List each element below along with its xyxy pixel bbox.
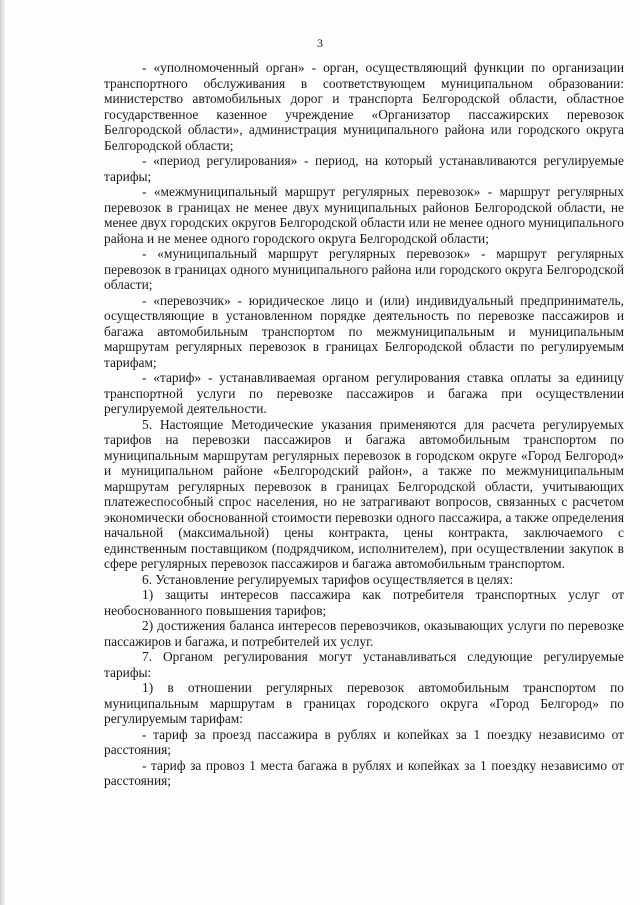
paragraph-regulation-period: - «период регулирования» - период, на который устанавливаются регулируемые тарифы; [104, 153, 624, 184]
page-number: 3 [317, 36, 323, 50]
document-body [104, 60, 624, 789]
scan-edge-shadow [0, 0, 5, 905]
paragraph-municipal-route: - «муниципальный маршрут регулярных перевозок» - маршрут регулярных перевозок в границах одного муниципального района или городского округа Белгородской области; [104, 246, 624, 292]
paragraph-item-6-2: 2) достижения баланса интересов перевозчиков, оказывающих услуги по перевозке пассажиров и багажа, и потребителей их услуг. [104, 618, 624, 649]
paragraph-authorized-body: - «уполномоченный орган» - орган, осуществляющий функции по организации транспортного обслуживания в соответствующем муниципальном образовании: министерство автомобильных дорог и транспорта Белгородской области, областное государственное казенное учреждение «Организатор пассажирских перевозок Белгородской области», администрация муниципального района или городского округа Белгородской области; [104, 60, 624, 153]
paragraph-item-6-1: 1) защиты интересов пассажира как потребителя транспортных услуг от необоснованного повышения тарифов; [104, 587, 624, 618]
paragraph-passenger-fare: - тариф за проезд пассажира в рублях и копейках за 1 поездку независимо от расстояния; [104, 726, 624, 757]
paragraph-tariff: - «тариф» - устанавливаемая органом регулирования ставка оплаты за единицу транспортной услуги по перевозке пассажиров и багажа при осуществлении регулируемой деятельности. [104, 370, 624, 416]
paragraph-baggage-fare: - тариф за провоз 1 места багажа в рублях и копейках за 1 поездку независимо от расстояния; [104, 757, 624, 788]
paragraph-item-5: 5. Настоящие Методические указания применяются для расчета регулируемых тарифов на перевозки пассажиров и багажа автомобильным транспортом по муниципальным маршрутам регулярных перевозок в городском округе «Город Белгород» и муниципальном районе «Белгородский район», а также по межмуниципальным маршрутам регулярных перевозок в границах Белгородской области, учитывающих платежеспособный спрос населения, но не затрагивают вопросов, связанных с расчетом экономически обоснованной стоимости перевозки одного пассажира, а также определения начальной (максимальной) цены контракта, цены контракта, заключаемого с единственным поставщиком (подрядчиком, исполнителем), при осуществлении закупок в сфере регулярных перевозок пассажиров и багажа автомобильным транспортом. [104, 416, 624, 571]
paragraph-carrier: - «перевозчик» - юридическое лицо и (или) индивидуальный предприниматель, осуществляющие в установленном порядке деятельность по перевозке пассажиров и багажа автомобильным транспортом по межмуниципальным и муниципальным маршрутам регулярных перевозок в границах Белгородской области по регулируемым тарифам; [104, 292, 624, 370]
paragraph-intermunicipal-route: - «межмуниципальный маршрут регулярных перевозок» - маршрут регулярных перевозок в границах не менее двух муниципальных районов Белгородской области, не менее двух городских округов Белгородской области или не менее одного муниципального района и не менее одного городского округа Белгородской области; [104, 184, 624, 246]
paragraph-item-7: 7. Органом регулирования могут устанавливаться следующие регулируемые тарифы: [104, 649, 624, 680]
paragraph-item-6: 6. Установление регулируемых тарифов осуществляется в целях: [142, 571, 514, 587]
paragraph-item-7-1: 1) в отношении регулярных перевозок автомобильным транспортом по муниципальным маршрутам в границах городского округа «Город Белгород» по регулируемым тарифам: [104, 680, 624, 726]
